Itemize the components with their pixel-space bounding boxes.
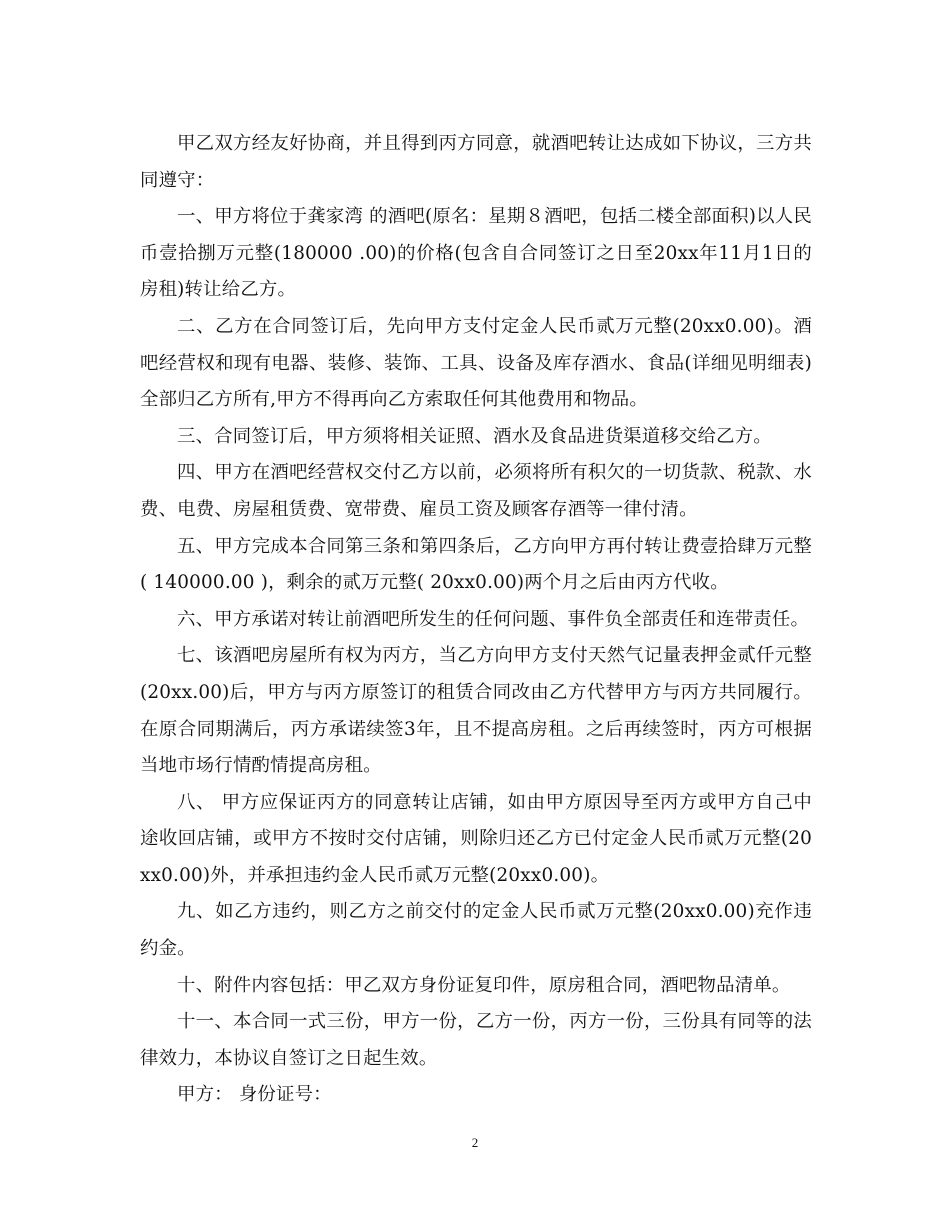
page-number: 2 <box>471 1135 479 1150</box>
clause-6: 六、甲方承诺对转让前酒吧所发生的任何问题、事件负全部责任和连带责任。 <box>177 608 810 630</box>
paragraph-intro: 甲乙双方经友好协商，并且得到丙方同意，就酒吧转让达成如下协议，三方共同遵守： <box>140 133 812 191</box>
contract-body <box>140 126 812 1114</box>
clause-11: 十一、本合同一式三份，甲方一份，乙方一份，丙方一份，三份具有同等的法律效力，本协议自签订之日起生效。 <box>140 1011 812 1069</box>
clause-9: 九、如乙方违约，则乙方之前交付的定金人民币贰万元整(20xx0.00)充作违约金。 <box>140 901 812 960</box>
clause-1: 一、甲方将位于龚家湾 的酒吧(原名：星期８酒吧，包括二楼全部面积)以人民币壹拾捌万元整(180000 .00)的价格(包含自合同签订之日至20xx年11月1日的房租)转让给乙方。 <box>140 206 812 301</box>
clause-5: 五、甲方完成本合同第三条和第四条后，乙方向甲方再付转让费壹拾肆万元整( 140000.00 )，剩余的贰万元整( 20xx0.00)两个月之后由丙方代收。 <box>140 535 812 594</box>
clause-3: 三、合同签订后，甲方须将相关证照、酒水及食品进货渠道移交给乙方。 <box>177 425 772 447</box>
clause-7: 七、该酒吧房屋所有权为丙方，当乙方向甲方支付天然气记量表押金贰仟元整(20xx.00)后，甲方与丙方原签订的租赁合同改由乙方代替甲方与丙方共同履行。在原合同期满后，丙方承诺续签3年，且不提高房租。之后再续签时，丙方可根据当地市场行情酌情提高房租。 <box>140 645 812 777</box>
party-a-signature-line: 甲方： 身份证号： <box>177 1084 332 1106</box>
clause-4: 四、甲方在酒吧经营权交付乙方以前，必须将所有积欠的一切货款、税款、水费、电费、房屋租赁费、宽带费、雇员工资及顾客存酒等一律付清。 <box>140 462 812 520</box>
clause-2: 二、乙方在合同签订后，先向甲方支付定金人民币贰万元整(20xx0.00)。酒吧经营权和现有电器、装修、装饰、工具、设备及库存酒水、食品(详细见明细表)全部归乙方所有,甲方不得再向乙方索取任何其他费用和物品。 <box>140 315 812 411</box>
clause-10: 十、附件内容包括：甲乙双方身份证复印件，原房租合同，酒吧物品清单。 <box>177 974 791 996</box>
clause-8: 八、 甲方应保证丙方的同意转让店铺，如由甲方原因导至丙方或甲方自己中途收回店铺，或甲方不按时交付店铺，则除归还乙方已付定金人民币贰万元整(20xx0.00)外，并承担违约金人民币贰万元整(20xx0.00)。 <box>140 791 812 886</box>
